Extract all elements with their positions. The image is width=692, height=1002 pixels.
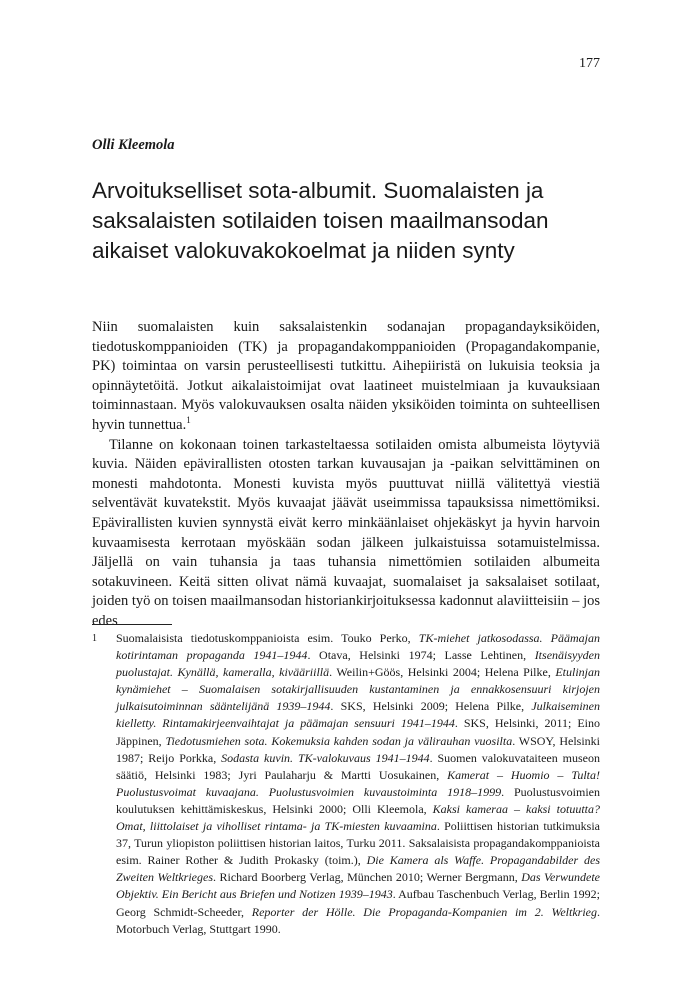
footnote-segment: . Aufbau Taschenbuch Verlag, Berlin 1992; Georg Schmidt-Scheeder, <box>116 887 600 919</box>
footnote-segment: . WSOY, Helsinki 1987; Reijo Porkka, <box>116 733 600 765</box>
footnote-segment: . SKS, Helsinki 2009; Helena Pilke, <box>330 699 532 714</box>
footnote-title: Julkaiseminen kielletty. Rintamakirjeenvaihtajat ja päämajan sensuuri 1941–1944 <box>116 699 600 731</box>
footnote-segment: . Poliittisen historian tutkimuksia 37, Turun yliopiston poliittisen historian laitos, Turku 2011. Saksalaisista propagandakomppanioista esim. Rainer Rother & Judith Prokasky (toim.), <box>116 819 600 868</box>
paragraph-1-text: Niin suomalaisten kuin saksalaistenkin sodanajan propagandayksiköiden, tiedotuskomppanioiden (TK) ja propagandakomppanioiden (Propagandakompanie, PK) toimintaa on varsin perusteellisesti tutkittu. Aihepiiristä on lukuisia teoksia ja opinnäytetöitä. Jotkut aikalaistoimijat ovat laatineet muistelmiaan ja kuvauksiaan toiminnastaan. Myös valokuvauksen osalta näiden yksiköiden toiminta on suhteellisen hyvin tunnettua. <box>92 319 600 433</box>
footnote-segment: . SKS, Helsinki, 2011; Eino Jäppinen, <box>116 716 600 748</box>
footnote-text <box>116 630 600 938</box>
footnote <box>92 630 600 938</box>
footnote-title: Das Verwundete Objektiv. Ein Bericht aus Briefen und Notizen 1939–1943 <box>116 870 600 902</box>
page-number: 177 <box>579 56 600 71</box>
footnote-segment: . Suomen valokuvataiteen museon säätiö, Helsinki 1983; Jyri Paulaharju & Martti Uosukainen, <box>116 750 601 782</box>
author-name: Olli Kleemola <box>92 137 175 153</box>
footnote-segment: Suomalaisista tiedotuskomppanioista esim. Touko Perko, <box>116 631 419 645</box>
footnote-title: Sodasta kuvin. TK-valokuvaus 1941–1944 <box>221 750 430 765</box>
footnote-segment: . Weilin+Göös, Helsinki 2004; Helena Pilke, <box>329 665 556 680</box>
paragraph-1 <box>92 318 600 436</box>
footnote-title: Die Kamera als Waffe. Propagandabilder des Zweiten Weltkrieges <box>116 853 600 885</box>
footnote-reference: 1 <box>186 415 191 426</box>
footnote-divider <box>92 624 172 625</box>
footnote-title: Etulinjan kynämiehet – Suomalaisen sotakirjallisuuden kustantaminen ja ennakkosensuuri kirjojen julkaisutoiminnan sääntelijänä 1939–1944 <box>116 665 600 714</box>
footnote-title: Kamerat – Huomio – Tulta! Puolustusvoimat kuvaajana. Puolustusvoimien kuvaustoiminta 1918–1999 <box>116 767 600 799</box>
footnote-number: 1 <box>92 633 97 644</box>
footnote-title: Tiedotusmiehen sota. Kokemuksia kahden sodan ja välirauhan vuosilta <box>165 733 513 748</box>
footnote-title: TK-miehet jatkosodassa. Päämajan kotirintaman propaganda 1941–1944 <box>116 631 600 663</box>
article-title: Arvoitukselliset sota-albumit. Suomalaisten ja saksalaisten sotilaiden toisen maailmansodan aikaiset valokuvakokoelmat ja niiden synty <box>92 178 549 263</box>
footnote-title: Kaksi kameraa – kaksi totuutta? Omat, liittolaiset ja viholliset rintama- ja TK-miesten kuvaamina <box>116 801 600 834</box>
footnote-title: Itsenäisyyden puolustajat. Kynällä, kameralla, kivääriillä <box>116 648 600 680</box>
footnote-segment: . Puolustusvoimien koulutuksen kehittämiskeskus, Helsinki 2000; Olli Kleemola, <box>116 784 600 816</box>
body-text <box>92 318 600 632</box>
footnote-segment: . Richard Boorberg Verlag, München 2010; Werner Bergmann, <box>213 870 522 885</box>
footnote-segment: . Motorbuch Verlag, Stuttgart 1990. <box>116 904 600 936</box>
paragraph-2: Tilanne on kokonaan toinen tarkasteltaessa sotilaiden omista albumeista löytyviä kuvia. Näiden epävirallisten otosten tarkan kuvausajan ja -paikan selvittäminen on monesti mahdotonta. Monesti kuvista myös puuttuvat niillä välitettyä viestiä selventävät kuvatekstit. Myös kuvaajat jäävät useimmissa tapauksissa nimettömiksi. Epävirallisten kuvien synnystä eivät kerro minkäänlaiset ohjekäskyt ja hyvin harvoin kuvaamisesta kerrotaan myöskään sodan jälkeen julkaistuissa sotamuistelmissa. Jäljellä on vain tuhansia ja taas tuhansia nimettömien sotilaiden albumeita sotakuvineen. Keitä sitten olivat nämä kuvaajat, suomalaiset ja saksalaiset sotilaat, joiden työ on toisen maailmansodan historiankirjoituksessa kadonnut alaviitteisiin – jos edes <box>92 436 600 629</box>
footnote-title: Reporter der Hölle. Die Propaganda-Kompanien im 2. Weltkrieg <box>251 904 597 919</box>
footnote-segment: . Otava, Helsinki 1974; Lasse Lehtinen, <box>307 648 535 663</box>
